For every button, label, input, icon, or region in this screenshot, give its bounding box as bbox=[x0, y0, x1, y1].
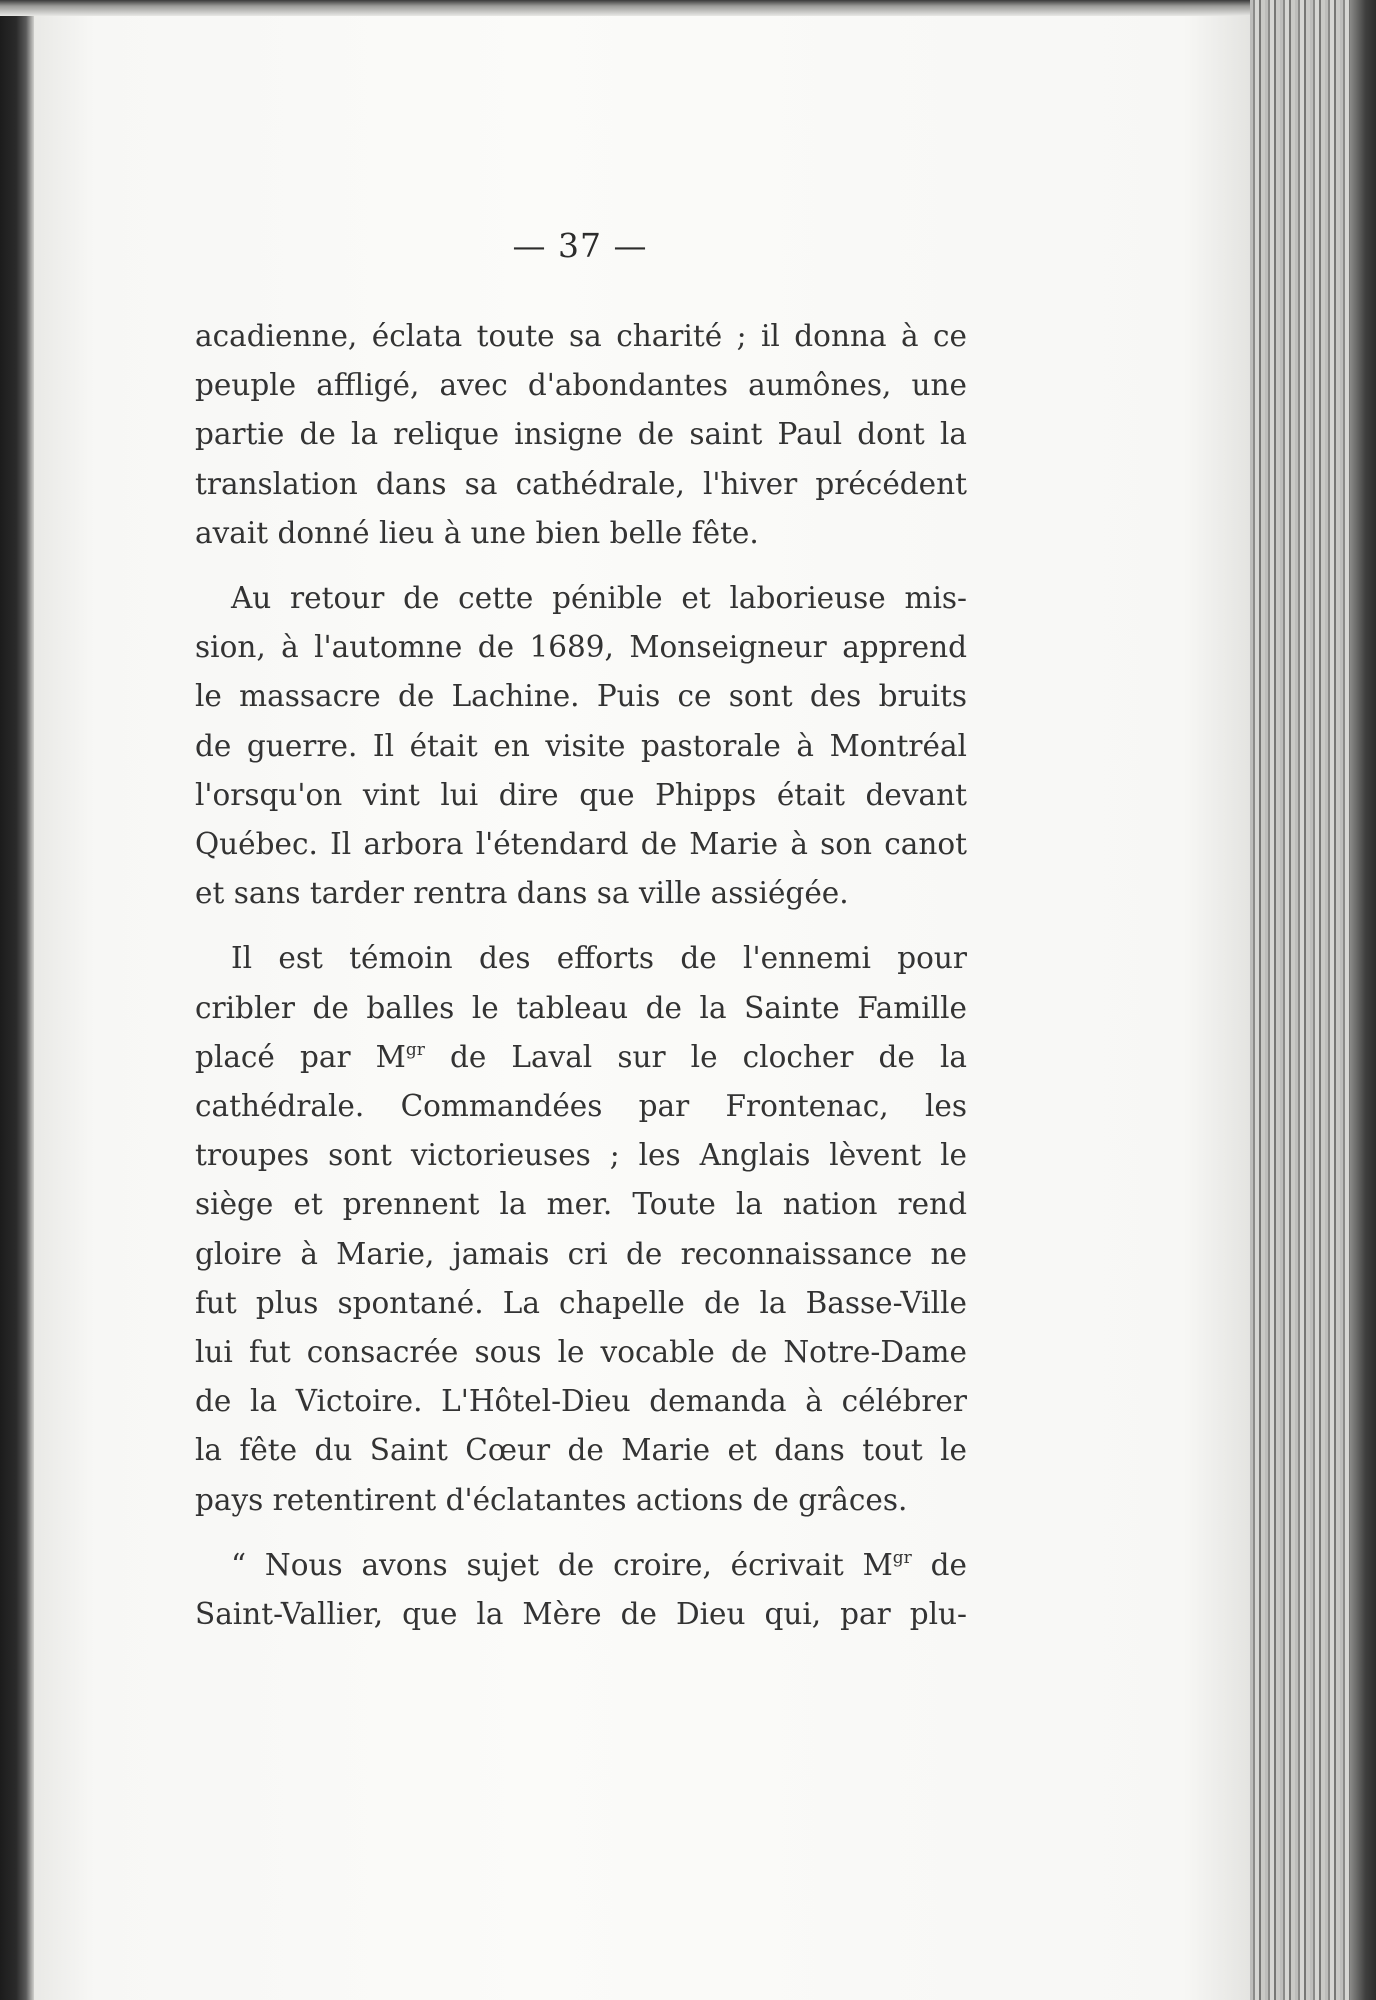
text-segment: de bbox=[911, 1547, 967, 1582]
text-line: avait donné lieu à une bien belle fête. bbox=[195, 515, 759, 550]
text-line: le massacre de Lachine. Puis ce sont des bruits bbox=[195, 679, 967, 714]
text-line: Saint-Vallier, que la Mère de Dieu qui, par plu- bbox=[195, 1597, 967, 1632]
superscript-abbreviation: gr bbox=[892, 1547, 912, 1568]
paragraph bbox=[195, 312, 967, 558]
text-segment: “ Nous avons sujet de croire, écrivait M bbox=[231, 1547, 893, 1582]
text-segment: placé par M bbox=[195, 1039, 406, 1074]
paragraph bbox=[195, 574, 967, 918]
text-line: de guerre. Il était en visite pastorale à Montréal bbox=[195, 728, 967, 763]
page-top-edge bbox=[0, 0, 1376, 16]
text-line: Au retour de cette pénible et laborieuse mis- bbox=[231, 581, 967, 616]
text-line: lui fut consacrée sous le vocable de Notre-Dame bbox=[195, 1335, 967, 1370]
text-line: de la Victoire. L'Hôtel-Dieu demanda à célébrer bbox=[195, 1384, 967, 1419]
text-line: troupes sont victorieuses ; les Anglais lèvent le bbox=[195, 1138, 967, 1173]
text-line: et sans tarder rentra dans sa ville assiégée. bbox=[195, 876, 849, 911]
paragraph bbox=[195, 1541, 967, 1639]
text-line: peuple affligé, avec d'abondantes aumônes, une bbox=[195, 368, 967, 403]
text-line bbox=[195, 1541, 967, 1590]
text-line bbox=[195, 1033, 967, 1082]
text-segment: de Laval sur le clocher de la bbox=[424, 1039, 967, 1074]
superscript-abbreviation: gr bbox=[405, 1039, 425, 1060]
page-edges-stack bbox=[1250, 0, 1376, 2000]
text-line: sion, à l'automne de 1689, Monseigneur apprend bbox=[195, 630, 967, 665]
text-line: acadienne, éclata toute sa charité ; il donna à ce bbox=[195, 319, 967, 353]
text-line: translation dans sa cathédrale, l'hiver précédent bbox=[195, 466, 967, 501]
page-number: — 37 — bbox=[512, 226, 648, 265]
text-line: Québec. Il arbora l'étendard de Marie à son canot bbox=[195, 827, 967, 862]
text-line: partie de la relique insigne de saint Paul dont la bbox=[195, 417, 967, 452]
text-line: cathédrale. Commandées par Frontenac, les bbox=[195, 1089, 967, 1124]
text-line: siège et prennent la mer. Toute la nation rend bbox=[195, 1187, 967, 1222]
body-text bbox=[195, 312, 967, 1655]
text-line: cribler de balles le tableau de la Sainte Famille bbox=[195, 990, 967, 1025]
text-line: fut plus spontané. La chapelle de la Basse-Ville bbox=[195, 1285, 967, 1320]
paragraph bbox=[195, 934, 967, 1524]
text-line: gloire à Marie, jamais cri de reconnaissance ne bbox=[195, 1236, 967, 1271]
text-line: la fête du Saint Cœur de Marie et dans tout le bbox=[195, 1433, 967, 1468]
text-line: l'orsqu'on vint lui dire que Phipps était devant bbox=[195, 777, 967, 812]
book-spine-shadow bbox=[0, 0, 34, 2000]
text-line: Il est témoin des efforts de l'ennemi pour bbox=[231, 941, 967, 976]
text-line: pays retentirent d'éclatantes actions de grâces. bbox=[195, 1482, 908, 1517]
